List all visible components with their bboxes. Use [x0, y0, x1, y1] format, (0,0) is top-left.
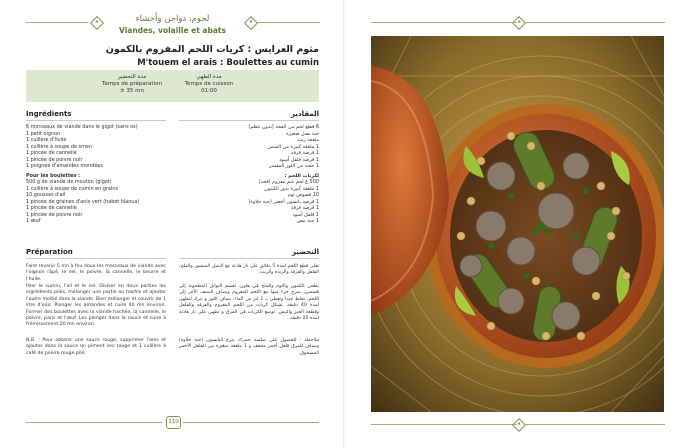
- ornament-icon: [512, 418, 526, 432]
- list-item: 1 ملعقة كبيرة من السمن: [267, 143, 319, 150]
- ingredients-heading-ar: المقادير: [291, 110, 319, 118]
- list-item: 500 غ لحم غنم مفروم (فخذ): [258, 179, 319, 185]
- list-item: 1 cuillère à soupe de cumin en grains: [26, 185, 118, 192]
- list-item: 10 فصوص ثوم: [287, 192, 319, 198]
- list-subheading: لكريات اللحم :: [284, 172, 319, 179]
- page-number: 110: [166, 416, 181, 429]
- footer-rule-left: [371, 424, 517, 425]
- list-item: حبة بصل صغيرة: [286, 130, 319, 137]
- list-item: 1 œuf: [26, 218, 41, 224]
- header-rule-right: [526, 22, 665, 23]
- tagine-photo: [371, 36, 664, 412]
- prep-time-value: ± 35 mn: [120, 88, 144, 94]
- list-subheading: Pour les boulettes :: [26, 172, 81, 179]
- list-item: 1 pincée de cannelle: [26, 205, 77, 211]
- preparation-step-ar: تقلى قطع اللحم لمدة 5 دقائق على نار هادئة مع البصل المبشور والملح، الفلفل والقرفة والزبدة والزيت.: [179, 264, 319, 276]
- footer-rule-right: [183, 422, 319, 423]
- footer-rule-left: [26, 422, 162, 423]
- list-item: 6 morceaux de viande dans le gigot (sans os): [26, 124, 138, 130]
- list-item: 6 قطع لحم من الفخذ (بدون عظم): [248, 124, 319, 130]
- list-item: 1 قرصة يانسون أخضر (حبة حلاوة): [248, 198, 319, 205]
- list-item: 1 pincée de cannelle: [26, 150, 77, 156]
- list-item: 1 cuillère d'huile: [26, 137, 67, 143]
- preparation-heading-ar: التحضير: [291, 248, 319, 256]
- ornament-icon: [512, 16, 526, 30]
- ingredients-heading-fr: Ingrédients: [26, 110, 72, 118]
- list-item: 1 قرصة فلفل أسود: [279, 156, 319, 163]
- cook-time-label-fr: Temps de cuisson: [184, 81, 234, 87]
- header-rule-left: [371, 22, 517, 23]
- list-item: 500 g de viande de mouton (gigot): [26, 179, 112, 185]
- preparation-step-ar: يطحن الكمون والثوم والملح في هاون. تقسم التوابل المطحونة إلى قسمين، يمزج جزء منها مع اللحم المفروم ويضاف النصف الآخر إلى اللحم. تخلط جيدا وتغطى بـ 1 لتر من الماء. يضاف اللوز و تترك لتطهى لمدة 40 دقيقة. تشكل كريات من اللحم المفروم والقرفة والفلفل وقطعة الخبز والبيض. توضع الكريات في المرق و تطهى على نار هادئة لمدة 20 دقيقة.: [179, 284, 320, 322]
- preparation-heading-fr: Préparation: [26, 248, 73, 256]
- preparation-note-ar: ملاحظة : للحصول على صلصة حمراء، ينزع اليانسون (حبة حلاوة) ويضاف للمرق فلفل أحمر مجفف و 1 ملعقة صغيرة من الفلفل الأحمر المسحوق.: [179, 338, 319, 356]
- cook-time-value: 01:00: [201, 88, 217, 94]
- cook-time-label-ar: مدة الطهي: [196, 74, 222, 80]
- prep-time-label-ar: مدة التحضير: [117, 74, 147, 80]
- timing-bar: [26, 70, 319, 102]
- list-item: 1 pincée de poivre noir: [26, 211, 83, 218]
- list-item: 1 حبة بيض: [296, 218, 319, 224]
- list-item: 1 حفنة من اللوز المقشر: [269, 163, 319, 169]
- divider: [26, 120, 166, 121]
- list-item: 1 ملعقة كبيرة بذور الكمون: [264, 185, 319, 192]
- preparation-note-fr: N.B. : Pour obtenir une sauce rouge, supprimer l'anis et ajouter dans la sauce un piment sec rouge et 1 cuillère à café de poivre rouge pilé.: [26, 338, 166, 356]
- list-item: 1 pincée de poivre noir: [26, 156, 83, 163]
- recipe-title-fr: M'touem el arais : Boulettes au cumin: [137, 58, 319, 68]
- ingredients-list-ar: [179, 124, 319, 225]
- prep-time: [90, 74, 174, 95]
- divider: [179, 120, 319, 121]
- list-item: 1 قرصة قرفة: [290, 150, 319, 156]
- list-item: 1 poignée d'amandes mondées: [26, 163, 103, 169]
- prep-time-label-fr: Temps de préparation: [102, 81, 162, 87]
- footer-rule-right: [526, 424, 665, 425]
- preparation-step-fr: Piler le cumin, l'ail et le sel. Diviser en deux parties les ingrédients pilés, mélanger une partie au hachis et ajouter l'autre moitié dans la viande. Bien mélanger et couvrir de 1 litre d'eau. Plonger les amandes et cuire 40 mn environ. Former des boulettes avec la viande hachée, la cannelle, le poivre, paris et l'œuf. Les plonger dans la sauce et cuire à frémissement 20 mn environ.: [26, 284, 167, 328]
- list-item: 1 petit oignon: [26, 130, 61, 137]
- list-item: ملعقة زيت: [297, 137, 319, 143]
- list-item: 1 cuillère à soupe de smen: [26, 143, 92, 150]
- preparation-step-fr: Faire revenir 5 mn à feu doux les morceaux de viande avec l'oignon râpé, le sel, le poivre, la cannelle, le beurre et l'huile.: [26, 264, 166, 282]
- ingredients-list-fr: [26, 124, 166, 225]
- list-item: 1 فلفل أسود: [292, 211, 319, 218]
- divider: [26, 258, 166, 259]
- chapter-title-ar: لحوم، دواجن وأحشاء: [135, 14, 210, 24]
- cook-time: [174, 74, 244, 95]
- list-item: 1 pincée de graines d'anis vert (habet hlaoua): [26, 198, 140, 205]
- list-item: 10 gousses d'ail: [26, 192, 66, 198]
- chapter-title-fr: Viandes, volaille et abats: [119, 26, 226, 35]
- recipe-title-ar: مثوم العرايس : كريات اللحم المفروم بالكمون: [105, 44, 319, 55]
- divider: [179, 258, 319, 259]
- list-item: 1 قرصة قرفة: [290, 205, 319, 211]
